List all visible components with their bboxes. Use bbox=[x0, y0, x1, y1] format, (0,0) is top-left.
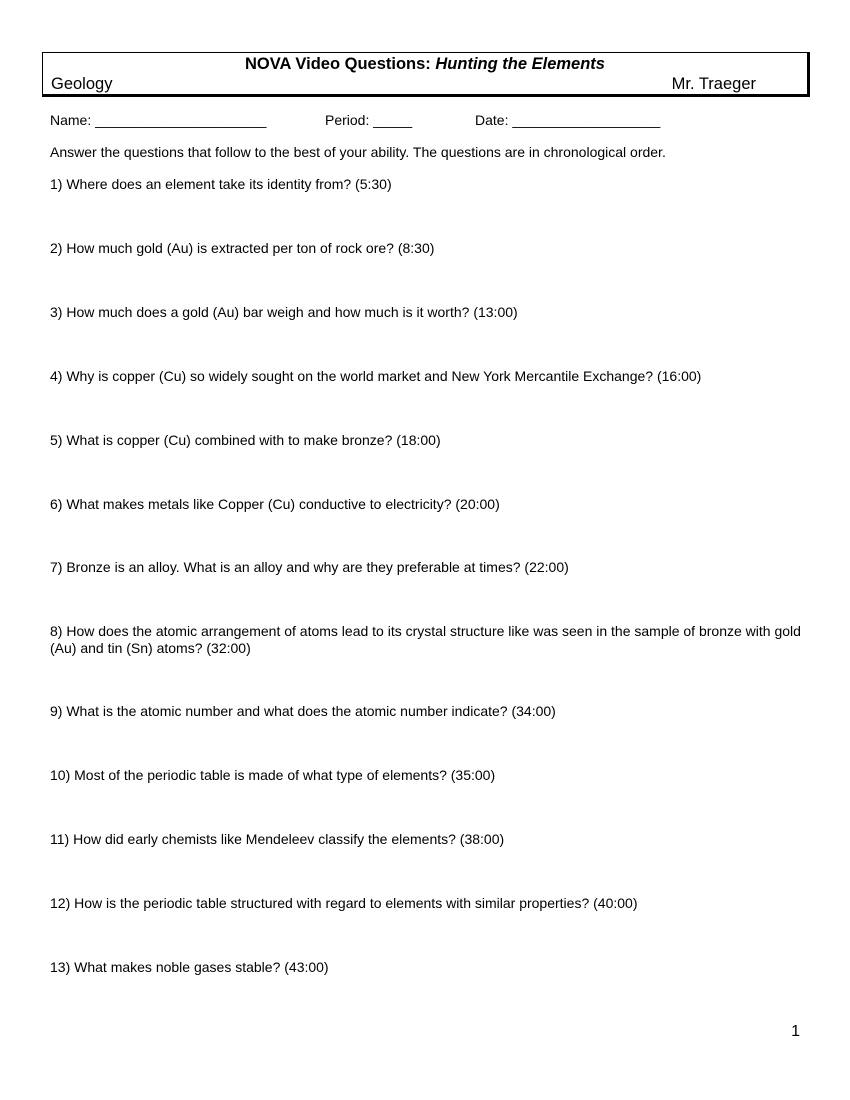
worksheet-title-prefix: NOVA Video Questions: bbox=[245, 55, 436, 73]
question-9: 9) What is the atomic number and what does the atomic number indicate? (34:00) bbox=[50, 703, 556, 719]
question-10: 10) Most of the periodic table is made of what type of elements? (35:00) bbox=[50, 767, 496, 783]
course-name: Geology bbox=[51, 75, 113, 93]
question-7: 7) Bronze is an alloy. What is an alloy and why are they preferable at times? (22:00) bbox=[50, 559, 569, 575]
question-1: 1) Where does an element take its identity from? (5:30) bbox=[50, 176, 392, 192]
name-field: Name: ______________________ bbox=[50, 112, 267, 128]
worksheet-title bbox=[43, 54, 807, 74]
page-number: 1 bbox=[791, 1023, 800, 1040]
question-5: 5) What is copper (Cu) combined with to make bronze? (18:00) bbox=[50, 432, 441, 448]
question-8: 8) How does the atomic arrangement of atoms lead to its crystal structure like was seen in the sample of bronze with gold (Au) and tin (Sn) atoms? (32:00) bbox=[50, 623, 801, 656]
teacher-name: Mr. Traeger bbox=[671, 75, 756, 93]
instructions: Answer the questions that follow to the best of your ability. The questions are in chronological order. bbox=[50, 144, 666, 160]
question-6: 6) What makes metals like Copper (Cu) conductive to electricity? (20:00) bbox=[50, 496, 500, 512]
worksheet-title-italic: Hunting the Elements bbox=[435, 55, 605, 73]
question-3: 3) How much does a gold (Au) bar weigh and how much is it worth? (13:00) bbox=[50, 304, 518, 320]
question-4: 4) Why is copper (Cu) so widely sought on the world market and New York Mercantile Exchange? (16:00) bbox=[50, 368, 702, 384]
header-box bbox=[42, 52, 810, 97]
period-field: Period: _____ bbox=[325, 112, 413, 128]
question-12: 12) How is the periodic table structured with regard to elements with similar properties? (40:00) bbox=[50, 895, 638, 911]
question-2: 2) How much gold (Au) is extracted per ton of rock ore? (8:30) bbox=[50, 240, 435, 256]
question-11: 11) How did early chemists like Mendeleev classify the elements? (38:00) bbox=[50, 831, 505, 847]
question-13: 13) What makes noble gases stable? (43:00) bbox=[50, 959, 329, 975]
date-field: Date: ___________________ bbox=[475, 112, 661, 128]
